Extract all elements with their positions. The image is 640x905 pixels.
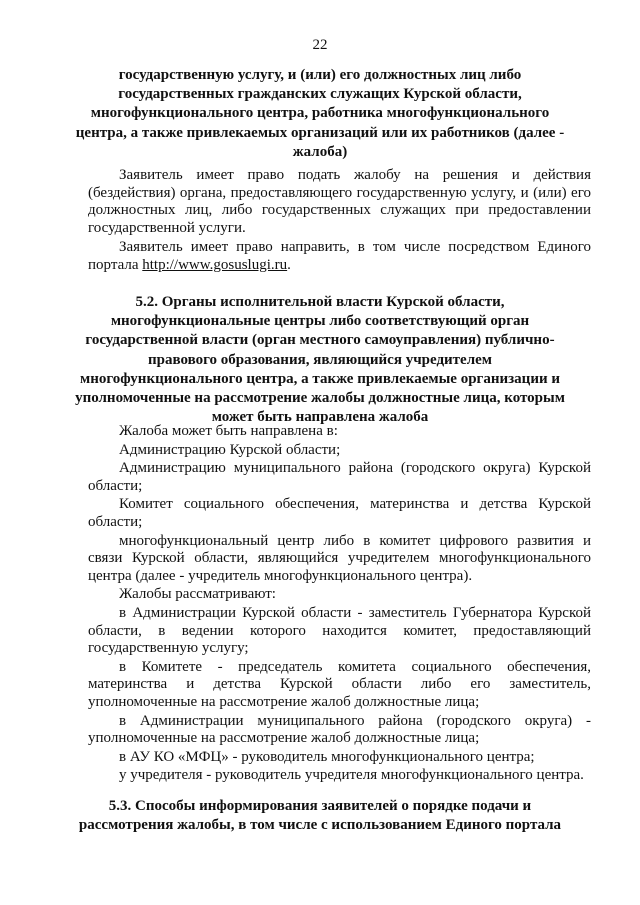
paragraph-end: . [287, 256, 291, 273]
paragraph: Жалоба может быть направлена в: [119, 423, 338, 439]
paragraph-text: Заявитель имеет право направить, в том числе посредством Единого портала [88, 239, 591, 273]
paragraph: Жалобы рассматривают: [119, 586, 276, 603]
intro-block [88, 167, 591, 275]
section-heading-continued: государственную услугу, и (или) его должностных лиц либо государственных гражданских служащих Курской области, многофункционального центра, работника многофункционального центра, а также привлекаемых организаций или их работников (далее - жалоба) [75, 67, 565, 160]
paragraph: многофункциональный центр либо в комитет цифрового развития и связи Курской области, являющийся учредителем многофункционального центра (далее - учредитель многофункционального центра). [88, 532, 591, 584]
paragraph: Администрацию муниципального района (городского округа) Курской области; [88, 460, 591, 494]
paragraph: Комитет социального обеспечения, материнства и детства Курской области; [88, 496, 591, 530]
paragraph: в Комитете - председатель комитета социального обеспечения, материнства и детства Курской области либо его заместитель, уполномоченные на рассмотрение жалоб должностные лица; [88, 658, 591, 710]
page-number: 22 [312, 37, 328, 53]
section-5-2-heading: 5.2. Органы исполнительной власти Курской области, многофункциональные центры либо соответствующий орган государственной власти (орган местного самоуправления) публично-правового образования, являющийся учредителем многофункционального центра, а также привлекаемые организации и уполномоченные на рассмотрение жалобы должностные лица, которым может быть направлена жалоба [75, 294, 565, 426]
paragraph: в Администрации муниципального района (городского округа) - уполномоченные на рассмотрение жалоб должностные лица; [88, 712, 591, 747]
paragraph [88, 239, 591, 274]
paragraph: Заявитель имеет право подать жалобу на решения и действия (бездействия) органа, предоставляющего государственную услугу, и (или) его должностных лиц, либо государственных служащих при предоставлении государственной услуги. [88, 167, 591, 236]
gosuslugi-link[interactable]: http://www.gosuslugi.ru [142, 256, 288, 273]
section-5-3-heading: 5.3. Способы информирования заявителей о порядке подачи и рассмотрения жалобы, в том числе с использованием Единого портала [78, 798, 562, 834]
paragraph: в АУ КО «МФЦ» - руководитель многофункционального центра; [119, 748, 535, 765]
paragraph: в Администрации Курской области - заместитель Губернатора Курской области, в ведении которого находится комитет, предоставляющий государственную услугу; [88, 604, 591, 657]
paragraph: у учредителя - руководитель учредителя многофункционального центра. [119, 767, 584, 784]
section-5-2-body [88, 423, 591, 785]
paragraph: Администрацию Курской области; [119, 441, 341, 458]
